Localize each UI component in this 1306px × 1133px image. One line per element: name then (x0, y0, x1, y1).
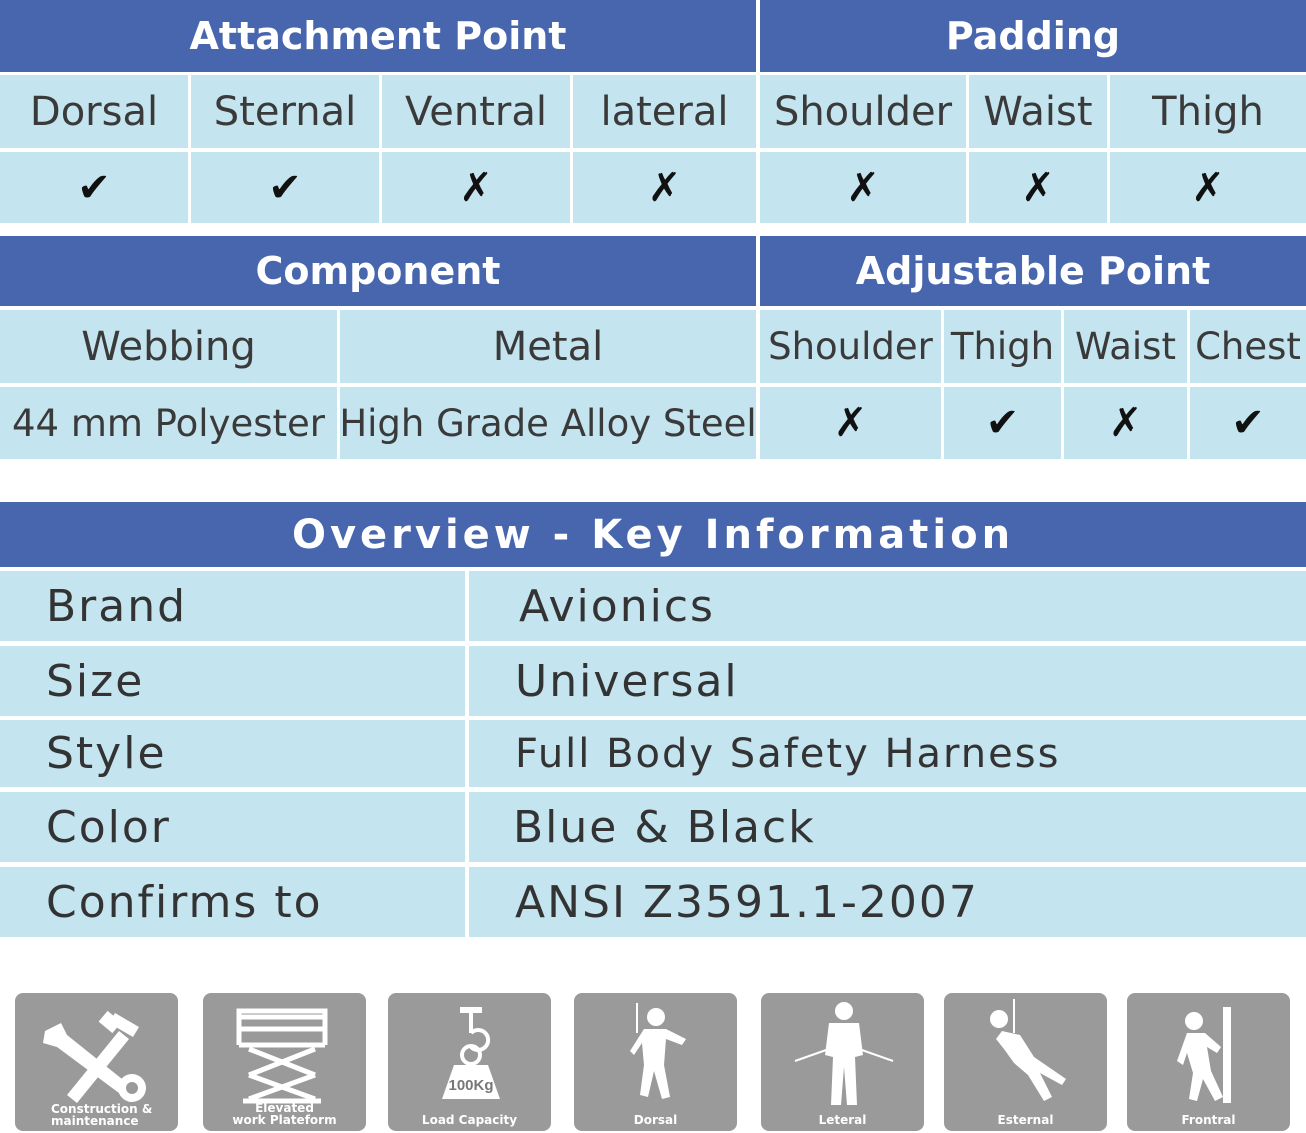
tile-lateral (761, 993, 924, 1131)
attachment-value-lateral: ✗ (573, 152, 756, 223)
overview-label-confirms: Confirms to (0, 867, 465, 937)
attachment-point-header: Attachment Point (0, 0, 756, 72)
tile-label-line: work Plateform (232, 1113, 337, 1127)
overview-value-confirms: ANSI Z3591.1-2007 (469, 867, 1306, 937)
tile-label-line: Load Capacity (421, 1113, 518, 1127)
attachment-col-lateral: lateral (573, 75, 756, 148)
weight-text: 100Kg (448, 1077, 494, 1094)
tile-construction (15, 993, 178, 1131)
tile-label-line: Leteral (818, 1113, 867, 1127)
adjustable-value-chest: ✔ (1190, 387, 1306, 459)
padding-col-shoulder: Shoulder (760, 75, 966, 148)
tile-label-line: Esternal (997, 1113, 1054, 1127)
lateral-worker-icon (761, 993, 924, 1131)
component-value-webbing: 44 mm Polyester (0, 387, 337, 459)
attachment-col-dorsal: Dorsal (0, 75, 188, 148)
tile-elevated-platform (203, 993, 366, 1131)
tile-load-capacity (388, 993, 551, 1131)
overview-label-brand: Brand (0, 571, 465, 641)
dorsal-worker-icon (574, 993, 737, 1131)
weight-icon (388, 993, 551, 1131)
component-col-metal: Metal (340, 310, 756, 383)
tile-label-line: Elevated (255, 1101, 314, 1115)
overview-value-style: Full Body Safety Harness (469, 720, 1306, 787)
adjustable-col-thigh: Thigh (944, 310, 1061, 383)
overview-value-color: Blue & Black (469, 792, 1306, 862)
component-value-metal: High Grade Alloy Steel (340, 387, 756, 459)
padding-value-waist: ✗ (969, 152, 1107, 223)
tile-label-line: Frontral (1181, 1113, 1236, 1127)
tile-label-line: maintenance (51, 1114, 139, 1128)
tile-esternal (944, 993, 1107, 1131)
attachment-value-ventral: ✗ (382, 152, 570, 223)
component-header: Component (0, 236, 756, 306)
component-col-webbing: Webbing (0, 310, 337, 383)
overview-value-size: Universal (469, 646, 1306, 716)
tile-label-line: Construction & (51, 1102, 153, 1116)
attachment-col-ventral: Ventral (382, 75, 570, 148)
adjustable-point-header: Adjustable Point (760, 236, 1306, 306)
padding-col-thigh: Thigh (1110, 75, 1306, 148)
overview-label-color: Color (0, 792, 465, 862)
frontal-worker-icon (1127, 993, 1290, 1131)
adjustable-col-shoulder: Shoulder (760, 310, 941, 383)
overview-label-size: Size (0, 646, 465, 716)
overview-label-style: Style (0, 720, 465, 787)
adjustable-col-chest: Chest (1190, 310, 1306, 383)
padding-header: Padding (760, 0, 1306, 72)
attachment-value-sternal: ✔ (191, 152, 379, 223)
padding-value-thigh: ✗ (1110, 152, 1306, 223)
tile-dorsal (574, 993, 737, 1131)
overview-header: Overview - Key Information (0, 502, 1306, 567)
adjustable-value-thigh: ✔ (944, 387, 1061, 459)
overview-value-brand: Avionics (469, 571, 1306, 641)
attachment-col-sternal: Sternal (191, 75, 379, 148)
adjustable-value-waist: ✗ (1064, 387, 1187, 459)
tile-frontal (1127, 993, 1290, 1131)
padding-value-shoulder: ✗ (760, 152, 966, 223)
attachment-value-dorsal: ✔ (0, 152, 188, 223)
adjustable-col-waist: Waist (1064, 310, 1187, 383)
sternal-worker-icon (944, 993, 1107, 1131)
tile-label-line: Dorsal (633, 1113, 678, 1127)
padding-col-waist: Waist (969, 75, 1107, 148)
adjustable-value-shoulder: ✗ (760, 387, 941, 459)
